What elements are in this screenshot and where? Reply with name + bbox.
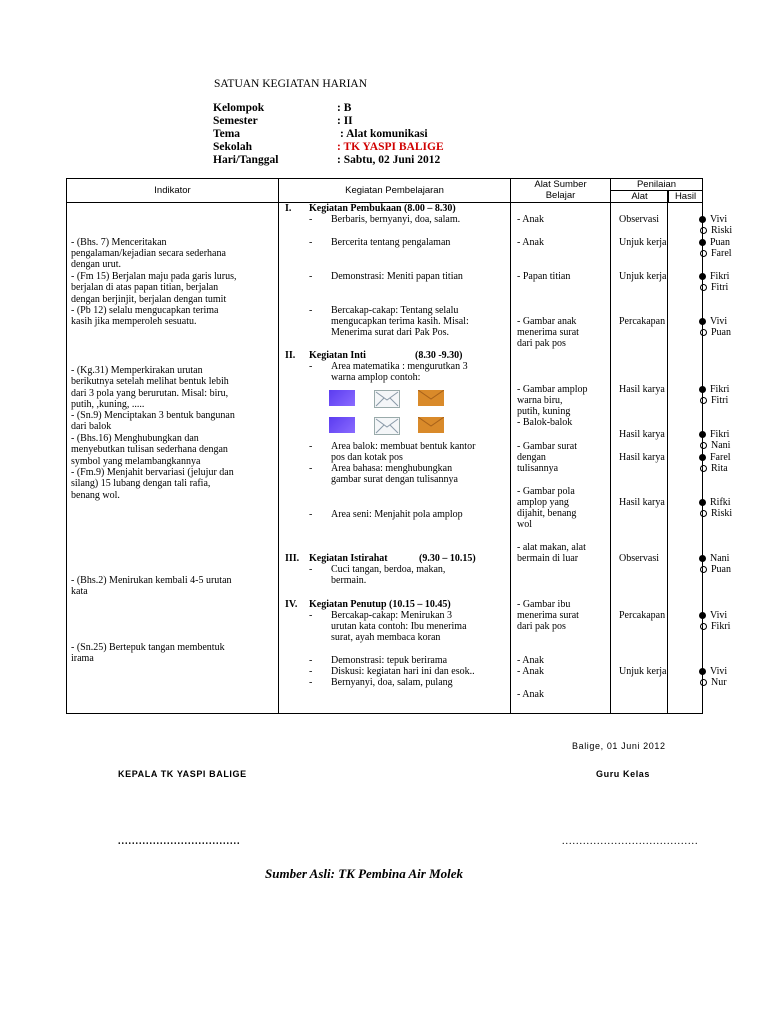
activity-line: Bercerita tentang pengalaman — [331, 237, 451, 248]
header-hasil: Hasil — [669, 191, 703, 203]
resource-line: - Anak — [517, 655, 544, 666]
resource-line: dijahit, benang — [517, 508, 577, 519]
resource-line: - Gambar anak — [517, 316, 577, 327]
resource-line: menerima surat — [517, 610, 579, 621]
header-alat-sumber-line1: Alat Sumber — [534, 179, 587, 190]
open-circle-icon — [700, 679, 707, 686]
assessment-method: Observasi — [619, 553, 659, 564]
alat-sumber-column — [511, 203, 611, 714]
section-time: (9.30 – 10.15) — [419, 553, 476, 564]
indikator-line: irama — [71, 653, 94, 664]
section-title: Kegiatan Pembukaan (8.00 – 8.30) — [309, 203, 456, 214]
result-name: Puan — [711, 327, 731, 338]
activity-line: bermain. — [331, 575, 367, 586]
open-circle-icon — [700, 329, 707, 336]
result-filled — [699, 497, 731, 508]
resource-line: tulisannya — [517, 463, 559, 474]
activity-line: pos dan kotak pos — [331, 452, 403, 463]
field-value: : B — [337, 102, 352, 114]
activity-line: Area balok: membuat bentuk kantor — [331, 441, 476, 452]
indikator-cell — [67, 203, 278, 713]
activity-line: Bercakap-cakap: Menirukan 3 — [331, 610, 453, 621]
open-circle-icon — [700, 510, 707, 517]
indikator-line: pengalaman/kejadian secara sederhana — [71, 248, 226, 259]
result-name: Vivi — [710, 666, 728, 677]
open-circle-icon — [700, 284, 707, 291]
result-name: Rita — [711, 463, 728, 474]
activity-line: Demonstrasi: tepuk berirama — [331, 655, 448, 666]
result-name: Fikri — [710, 271, 730, 282]
activity-line: warna amplop contoh: — [331, 372, 421, 383]
result-filled — [699, 666, 727, 677]
assessment-method: Percakapan — [619, 610, 666, 621]
activity-line: Bernyanyi, doa, salam, pulang — [331, 677, 453, 688]
result-name: Vivi — [710, 610, 728, 621]
assessment-method: Unjuk kerja — [619, 237, 667, 248]
envelope-grey-icon — [374, 417, 400, 435]
header-alat: Alat — [611, 191, 669, 203]
result-filled — [699, 429, 729, 440]
bullet-dash: - — [309, 463, 313, 474]
filled-circle-icon — [699, 386, 706, 393]
activity-line: Menerima surat dari Pak Pos. — [331, 327, 450, 338]
filled-circle-icon — [699, 612, 706, 619]
field-label: Tema — [213, 128, 241, 140]
right-signatory-role: Guru Kelas — [596, 769, 651, 779]
indikator-line: - (Bhs.2) Menirukan kembali 4-5 urutan — [71, 575, 232, 586]
resource-line: warna biru, — [517, 395, 563, 406]
indikator-line: silang) 15 lubang dengan tali rafia, — [71, 478, 211, 489]
resource-line: putih, kuning — [517, 406, 571, 417]
indikator-line: kata — [71, 586, 88, 597]
header-alat-sumber-line2: Belajar — [545, 190, 576, 201]
indikator-line: benang wol. — [71, 490, 120, 501]
resource-line: amplop yang — [517, 497, 569, 508]
header-fields — [213, 102, 513, 170]
indikator-line: dengan urut. — [71, 259, 121, 270]
activity-line: Area bahasa: menghubungkan — [331, 463, 453, 474]
document-title: SATUAN KEGIATAN HARIAN — [214, 78, 368, 90]
indikator-line: - (Sn.25) Bertepuk tangan membentuk — [71, 642, 225, 653]
activity-line: Area seni: Menjahit pola amplop — [331, 509, 463, 520]
indikator-line: - (Pb 12) selalu mengucapkan terima — [71, 305, 219, 316]
result-name: Nani — [711, 440, 731, 451]
section-title: Kegiatan Istirahat — [309, 553, 388, 564]
result-open — [700, 463, 728, 474]
place-date: Balige, 01 Juni 2012 — [572, 741, 666, 751]
section-number: II. — [285, 350, 296, 361]
result-open — [700, 282, 728, 293]
indikator-line: - (Sn.9) Menciptakan 3 bentuk bangunan — [71, 410, 235, 421]
field-value: : II — [337, 115, 353, 127]
resource-line: menerima surat — [517, 327, 579, 338]
header-indikator: Indikator — [67, 179, 279, 203]
activity-line: gambar surat dengan tulisannya — [331, 474, 458, 485]
open-circle-icon — [700, 623, 707, 630]
filled-circle-icon — [699, 431, 706, 438]
assessment-method: Hasil karya — [619, 452, 665, 463]
result-name: Vivi — [710, 316, 728, 327]
section-number: III. — [285, 553, 300, 564]
activity-table — [66, 178, 733, 714]
result-filled — [699, 237, 730, 248]
result-open — [700, 248, 732, 259]
filled-circle-icon — [699, 239, 706, 246]
activity-line: Diskusi: kegiatan hari ini dan esok.. — [331, 666, 475, 677]
filled-circle-icon — [699, 318, 706, 325]
bullet-dash: - — [309, 677, 313, 688]
left-signatory-role: KEPALA TK YASPI BALIGE — [118, 769, 247, 779]
bullet-dash: - — [309, 237, 313, 248]
right-signature-line: ....................................... — [562, 836, 699, 847]
result-name: Farel — [711, 248, 732, 259]
resource-line: - Gambar surat — [517, 441, 577, 452]
result-name: Rifki — [710, 497, 731, 508]
header-alat-sumber — [511, 179, 611, 203]
section-title: Kegiatan Penutup (10.15 – 10.45) — [309, 599, 451, 610]
assessment-method: Hasil karya — [619, 429, 665, 440]
filled-circle-icon — [699, 668, 706, 675]
kegiatan-column — [279, 203, 511, 714]
result-open — [700, 327, 731, 338]
open-circle-icon — [700, 442, 707, 449]
resource-line: dengan — [517, 452, 546, 463]
indikator-line: berikutnya setelah melihat bentuk lebih — [71, 376, 229, 387]
bullet-dash: - — [309, 564, 313, 575]
resource-line: - Anak — [517, 214, 544, 225]
field-label: Semester — [213, 115, 258, 127]
result-filled — [699, 553, 729, 564]
resource-line: wol — [517, 519, 532, 530]
open-circle-icon — [700, 227, 707, 234]
section-number: IV. — [285, 599, 298, 610]
section-time: (8.30 -9.30) — [415, 350, 463, 361]
source-note: Sumber Asli: TK Pembina Air Molek — [265, 866, 464, 881]
activity-line: Area matematika : mengurutkan 3 — [331, 361, 468, 372]
indikator-line: berjalan di atas papan titian, berjalan — [71, 282, 219, 293]
bullet-dash: - — [309, 655, 313, 666]
result-filled — [699, 316, 727, 327]
assessment-method: Unjuk kerja — [619, 271, 667, 282]
result-name: Nani — [710, 553, 730, 564]
result-name: Riski — [711, 225, 733, 236]
indikator-line: - (Fm 15) Berjalan maju pada garis lurus, — [71, 271, 237, 282]
filled-circle-icon — [699, 273, 706, 280]
open-circle-icon — [700, 250, 707, 257]
resource-line: dari pak pos — [517, 338, 566, 349]
envelope-blue-icon — [329, 390, 355, 406]
filled-circle-icon — [699, 454, 706, 461]
indikator-line: dari balok — [71, 421, 112, 432]
header-penilaian: Penilaian — [611, 179, 703, 191]
result-open — [700, 564, 731, 575]
result-name: Fikri — [710, 384, 730, 395]
left-signature-line: ................................... — [118, 836, 241, 847]
field-value: : TK YASPI BALIGE — [337, 141, 444, 153]
section-title: Kegiatan Inti — [309, 350, 366, 361]
activity-line: surat, ayah membaca koran — [331, 632, 441, 643]
bullet-dash: - — [309, 666, 313, 677]
result-name: Fitri — [711, 282, 729, 293]
hasil-divider — [667, 190, 668, 714]
activity-line: Bercakap-cakap: Tentang selalu — [331, 305, 459, 316]
resource-line: - Balok-balok — [517, 417, 573, 428]
resource-line: - Papan titian — [517, 271, 571, 282]
activity-line: mengucapkan terima kasih. Misal: — [331, 316, 469, 327]
indikator-column — [67, 203, 279, 714]
result-filled — [699, 384, 729, 395]
open-circle-icon — [700, 566, 707, 573]
activity-line: urutan kata contoh: Ibu menerima — [331, 621, 467, 632]
resource-line: - Gambar pola — [517, 486, 575, 497]
field-label: Kelompok — [213, 102, 265, 114]
bullet-dash: - — [309, 214, 313, 225]
result-filled — [699, 452, 731, 463]
indikator-line: - (Bhs.16) Menghubungkan dan — [71, 433, 199, 444]
result-filled — [699, 271, 729, 282]
envelope-blue-icon — [329, 417, 355, 433]
bullet-dash: - — [309, 610, 313, 621]
indikator-line: putih, ,kuning, ..... — [71, 399, 145, 410]
kegiatan-cell — [279, 203, 510, 713]
result-filled — [699, 610, 727, 621]
assessment-method: Observasi — [619, 214, 659, 225]
result-open — [700, 508, 732, 519]
activity-line: Cuci tangan, berdoa, makan, — [331, 564, 446, 575]
indikator-line: menyebutkan tulisan sederhana dengan — [71, 444, 228, 455]
result-name: Puan — [710, 237, 730, 248]
indikator-line: dari 3 pola yang berurutan. Misal: biru, — [71, 388, 229, 399]
resource-line: - Anak — [517, 666, 544, 677]
assessment-method: Hasil karya — [619, 384, 665, 395]
resource-line: dari pak pos — [517, 621, 566, 632]
result-open — [700, 395, 728, 406]
header-kegiatan: Kegiatan Pembelajaran — [279, 179, 511, 203]
result-open — [700, 621, 730, 632]
resource-line: - Gambar amplop — [517, 384, 588, 395]
indikator-line: symbol yang melambangkannya — [71, 456, 201, 467]
result-open — [700, 677, 727, 688]
field-value: : Sabtu, 02 Juni 2012 — [337, 154, 441, 166]
field-label: Sekolah — [213, 141, 252, 153]
result-open — [700, 225, 732, 236]
activity-line: Berbaris, bernyanyi, doa, salam. — [331, 214, 461, 225]
alat-sumber-cell — [511, 203, 610, 713]
result-name: Fitri — [711, 395, 729, 406]
field-label: Hari/Tanggal — [213, 154, 279, 166]
envelope-grey-icon — [374, 390, 400, 408]
bullet-dash: - — [309, 441, 313, 452]
assessment-method: Percakapan — [619, 316, 666, 327]
field-value: : Alat komunikasi — [340, 128, 428, 140]
indikator-line: - (Fm.9) Menjahit bervariasi (jelujur dan — [71, 467, 234, 478]
open-circle-icon — [700, 465, 707, 472]
bullet-dash: - — [309, 361, 313, 372]
assessment-method: Unjuk kerja — [619, 666, 667, 677]
resource-line: - Gambar ibu — [517, 599, 571, 610]
section-number: I. — [285, 203, 292, 214]
result-name: Fikri — [711, 621, 731, 632]
result-name: Puan — [711, 564, 731, 575]
bullet-dash: - — [309, 271, 313, 282]
resource-line: - Anak — [517, 237, 544, 248]
result-open — [700, 440, 730, 451]
indikator-line: dengan berjinjit, berjalan dengan tumit — [71, 294, 227, 305]
result-name: Farel — [710, 452, 731, 463]
indikator-line: kasih jika memperoleh sesuatu. — [71, 316, 197, 327]
indikator-line: - (Bhs. 7) Menceritakan — [71, 237, 167, 248]
penilaian-cell — [611, 203, 733, 713]
resource-line: - Anak — [517, 689, 544, 700]
result-name: Fikri — [710, 429, 730, 440]
penilaian-column — [611, 203, 733, 714]
bullet-dash: - — [309, 305, 313, 316]
assessment-method: Hasil karya — [619, 497, 665, 508]
open-circle-icon — [700, 397, 707, 404]
envelope-orange-icon — [418, 390, 444, 406]
result-name: Vivi — [710, 214, 728, 225]
result-name: Nur — [711, 677, 727, 688]
bullet-dash: - — [309, 509, 313, 520]
result-filled — [699, 214, 727, 225]
filled-circle-icon — [699, 499, 706, 506]
indikator-line: - (Kg.31) Memperkirakan urutan — [71, 365, 203, 376]
result-name: Riski — [711, 508, 733, 519]
resource-line: - alat makan, alat — [517, 542, 586, 553]
filled-circle-icon — [699, 555, 706, 562]
activity-line: Demonstrasi: Meniti papan titian — [331, 271, 463, 282]
resource-line: bermain di luar — [517, 553, 579, 564]
filled-circle-icon — [699, 216, 706, 223]
envelope-orange-icon — [418, 417, 444, 433]
